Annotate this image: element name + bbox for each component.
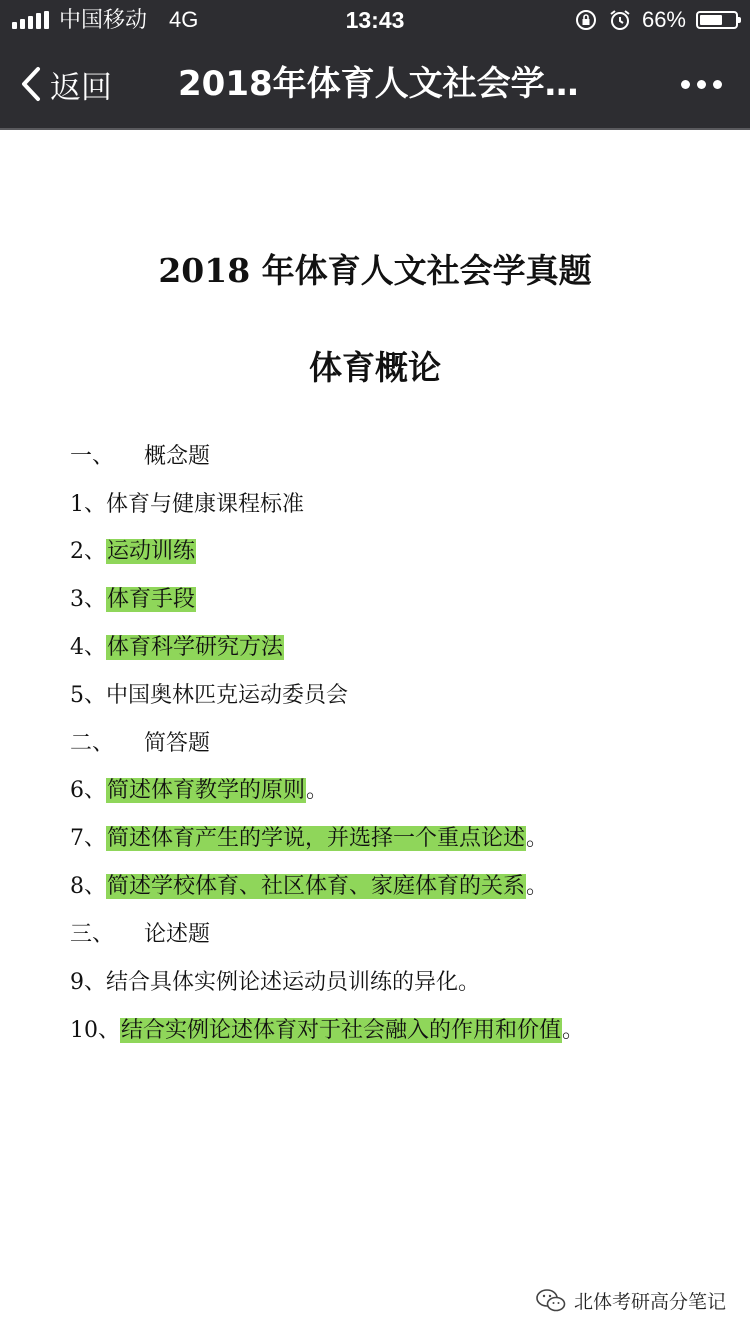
page-title: 2018年体育人文社会学… [178,64,579,104]
status-bar [0,0,750,40]
section-number: 三、 [70,922,115,947]
section-number: 二、 [70,731,115,756]
alarm-icon [608,8,632,32]
item-number: 10、 [70,1018,120,1043]
item-number: 9、 [70,970,106,995]
list-item [70,490,304,520]
item-text-highlighted: 简述学校体育、社区体育、家庭体育的关系 [107,874,526,899]
clock: 13:43 [345,7,405,33]
section-label: 概念题 [144,444,211,469]
item-number: 1、 [70,492,106,517]
item-text-highlighted: 体育手段 [107,587,196,612]
item-text-highlighted: 简述体育教学的原则 [107,778,306,803]
item-text-highlighted: 结合实例论述体育对于社会融入的作用和价值 [121,1018,562,1043]
list-item [70,681,348,711]
network-type: 4G [169,7,199,32]
item-text-highlighted: 简述体育产生的学说，并选择一个重点论述 [107,826,526,851]
document-subtitle: 体育概论 [309,348,441,387]
list-item [70,968,480,998]
list-item [70,537,196,567]
document-title: 2018 年体育人文社会学真题 [158,251,592,290]
item-text: 结合具体实例论述运动员训练的异化。 [106,970,481,995]
watermark [536,1287,726,1314]
section-heading [70,442,210,472]
section-number: 一、 [70,444,115,469]
item-number: 5、 [70,683,106,708]
item-text-highlighted: 运动训练 [107,539,196,564]
back-button[interactable] [20,40,112,128]
item-text: 中国奥林匹克运动委员会 [106,683,349,708]
item-suffix: 。 [562,1018,585,1043]
list-item [70,633,284,663]
item-suffix: 。 [306,778,329,803]
item-number: 7、 [70,826,106,851]
document [0,130,750,1334]
battery-fill [700,15,722,25]
item-text-highlighted: 体育科学研究方法 [107,635,284,660]
carrier-label: 中国移动 [59,7,148,32]
section-label: 论述题 [144,922,211,947]
nav-bar [0,40,750,130]
wechat-icon [536,1288,566,1314]
back-label: 返回 [50,69,112,106]
list-item [70,824,548,854]
item-number: 6、 [70,778,106,803]
item-number: 8、 [70,874,106,899]
rotation-lock-icon [574,8,598,32]
list-item [70,1016,584,1046]
section-heading [70,729,210,759]
watermark-text: 北体考研高分笔记 [573,1291,726,1313]
item-text: 体育与健康课程标准 [106,492,305,517]
item-number: 2、 [70,539,106,564]
back-chevron-icon [20,66,42,102]
item-number: 3、 [70,587,106,612]
section-heading [70,920,210,950]
list-item [70,776,328,806]
item-number: 4、 [70,635,106,660]
list-item [70,872,548,902]
more-icon[interactable] [681,40,722,128]
item-suffix: 。 [526,826,549,851]
section-label: 简答题 [144,731,211,756]
item-suffix: 。 [526,874,549,899]
battery-icon [696,11,738,29]
list-item [70,585,196,615]
battery-percent: 66% [641,7,686,32]
